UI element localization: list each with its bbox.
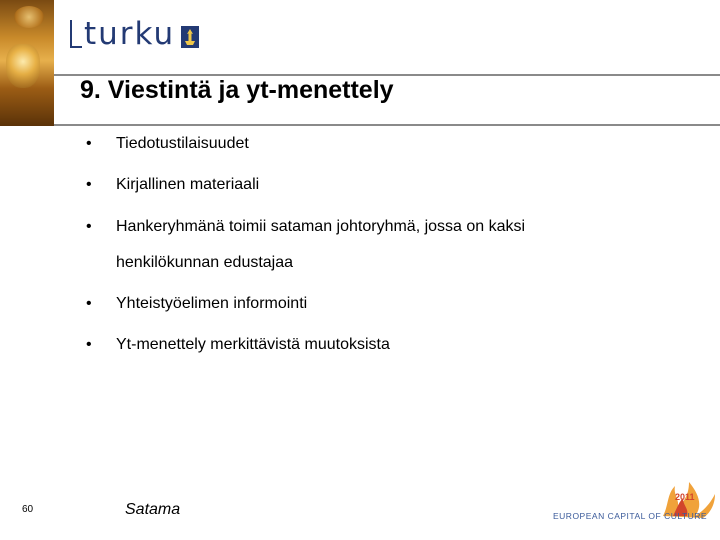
page-number: 60	[22, 504, 34, 515]
bullet-icon: •	[86, 176, 92, 193]
photo-ornament-top	[14, 6, 44, 28]
bullet-continuation: henkilökunnan edustajaa	[116, 254, 294, 271]
slide-title: 9. Viestintä ja yt-menettely	[80, 76, 394, 104]
footer-label: Satama	[125, 501, 181, 518]
logo-text: turku	[84, 16, 176, 52]
title-divider	[54, 124, 720, 126]
ecoc-year: 2011	[675, 492, 695, 502]
header-photo	[0, 0, 54, 126]
bullet-icon: •	[86, 135, 92, 152]
bullet-icon: •	[86, 336, 92, 353]
bullet-text: Tiedotustilaisuudet	[116, 135, 249, 152]
bullet-text: Kirjallinen materiaali	[116, 176, 260, 193]
bullet-text: Hankeryhmänä toimii sataman johtoryhmä, jossa on kaksi	[116, 218, 526, 235]
bullet-icon: •	[86, 218, 92, 235]
bullet-text: Yhteistyöelimen informointi	[116, 295, 308, 312]
logo-bracket	[70, 20, 82, 48]
turku-logo	[70, 16, 199, 52]
turku-crest-icon	[181, 26, 199, 48]
ecoc-logo	[553, 476, 719, 532]
ecoc-text: EUROPEAN CAPITAL OF CULTURE	[553, 511, 708, 521]
photo-ornament	[6, 44, 40, 88]
bullet-icon: •	[86, 295, 92, 312]
bullet-text: Yt-menettely merkittävistä muutoksista	[116, 336, 390, 353]
